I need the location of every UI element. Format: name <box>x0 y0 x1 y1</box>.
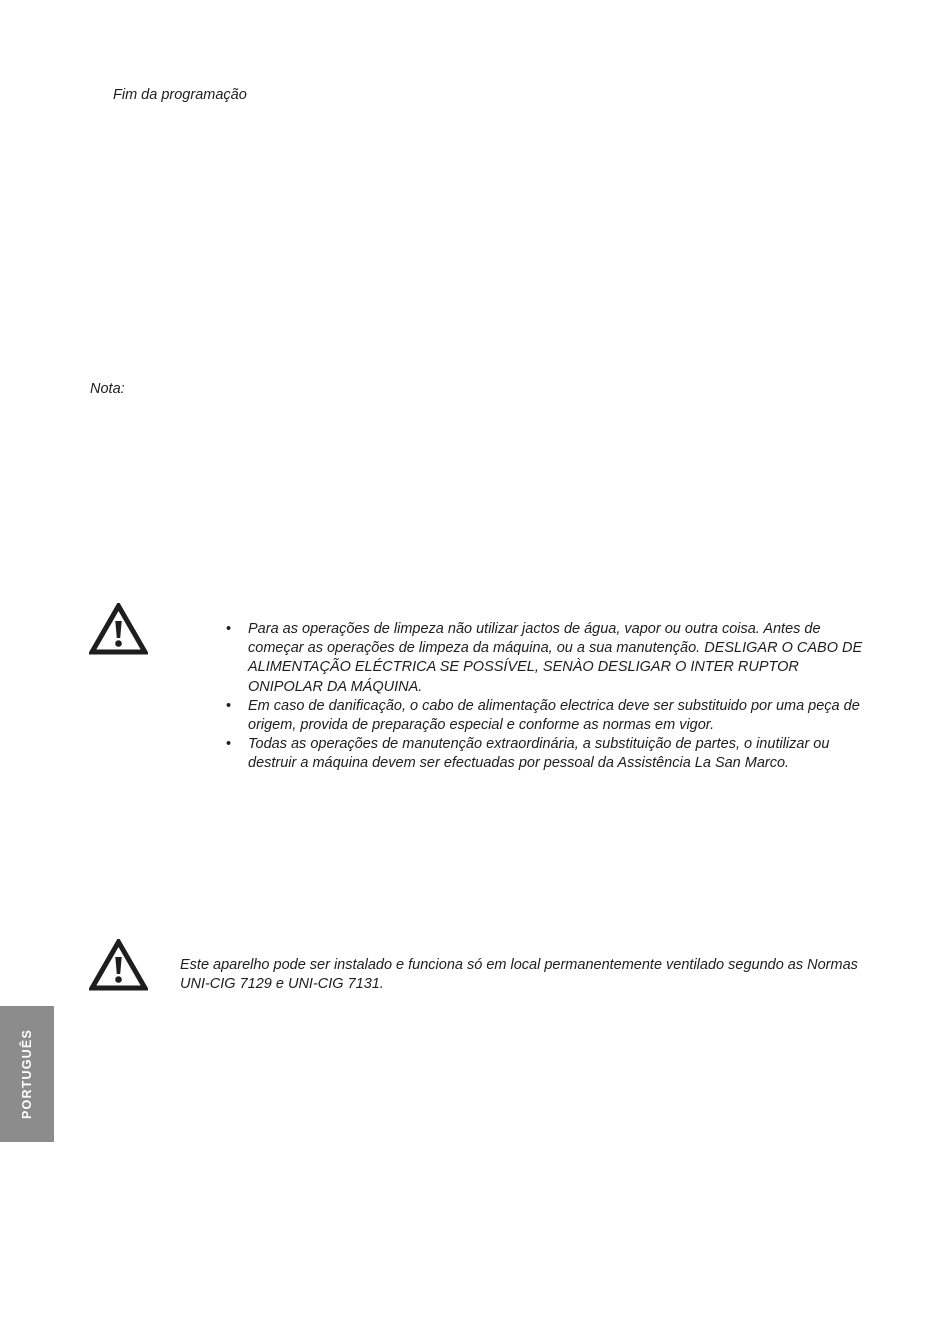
heading-nota: Nota: <box>90 381 125 397</box>
safety-instructions-list <box>224 620 864 774</box>
list-item: • Todas as operações de manutenção extraordinária, a substituição de partes, o inutilizar ou destruir a máquina devem ser efectuadas por pessoal da Assistência La San Marco. <box>224 735 864 773</box>
language-tab-label: PORTUGUÊS <box>20 1029 34 1119</box>
list-item: • Para as operações de limpeza não utilizar jactos de água, vapor ou outra coisa. Antes de começar as operações de limpeza da máquina, ou a sua manutenção. DESLIGAR O CABO DE ALIMENTAÇÃO ELÉCTRICA SE POSSÍVEL, SENÀO DESLIGAR O INTER RUPTOR ONIPOLAR DA MÁQUINA. <box>224 620 864 697</box>
warning-triangle-icon <box>89 603 148 655</box>
list-item: • Em caso de danificação, o cabo de alimentação electrica deve ser substituido por uma peça de origem, provida de preparação especial e conforme as normas em vigor. <box>224 697 864 735</box>
warning-triangle-icon <box>89 939 148 991</box>
heading-fim-da-programacao: Fim da programação <box>113 87 247 103</box>
language-side-tab <box>0 1006 54 1142</box>
ventilation-note: Este aparelho pode ser instalado e funciona só em local permanentemente ventilado segundo as Normas UNI-CIG 7129 e UNI-CIG 7131. <box>180 957 858 993</box>
